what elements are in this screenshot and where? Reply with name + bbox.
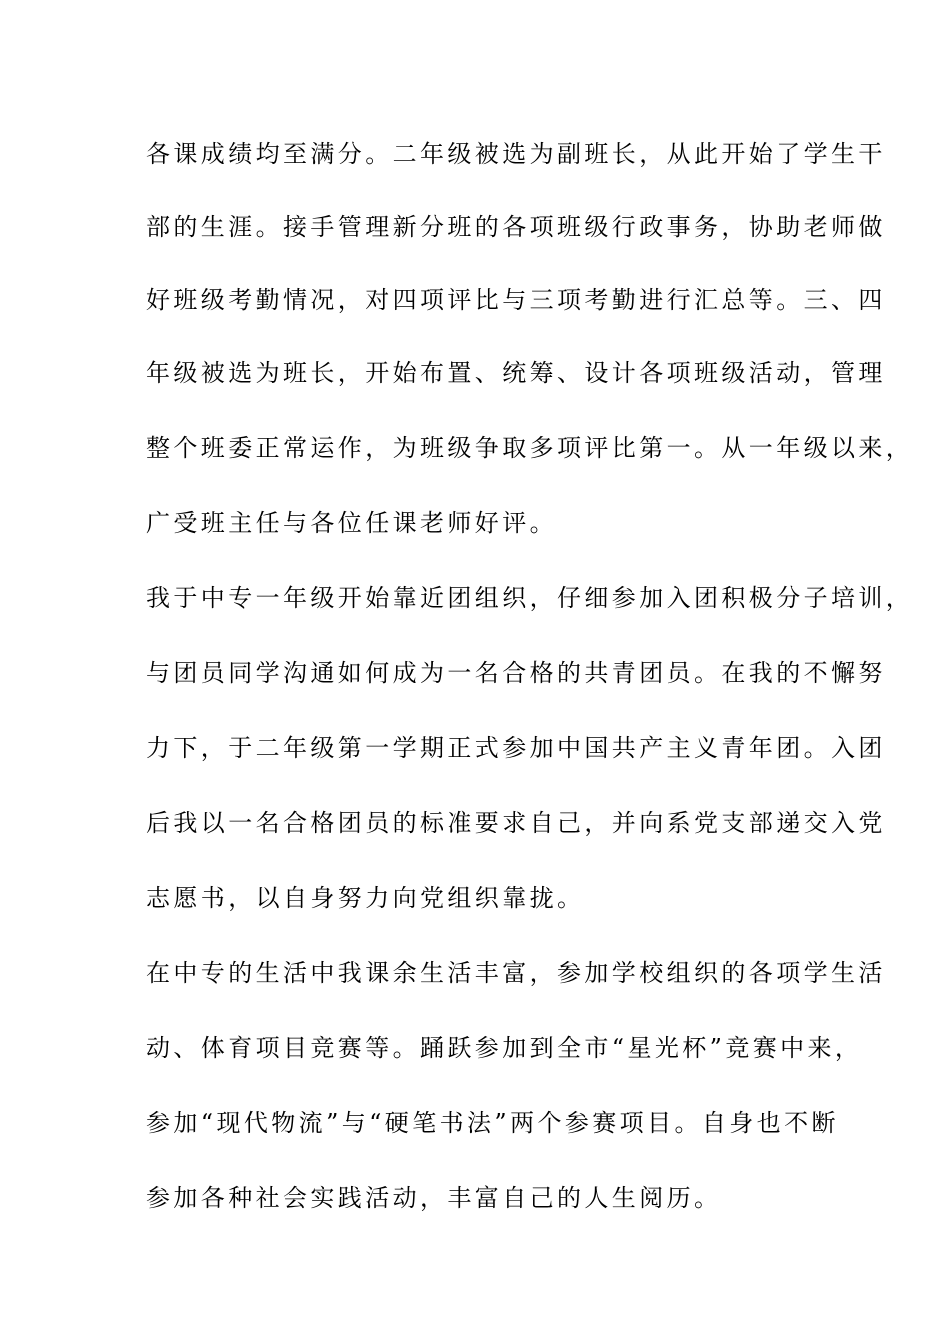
paragraph-2-line-1: 我于中专一年级开始靠近团组织，仔细参加入团积极分子培训，	[146, 584, 914, 612]
paragraph-3-line-3: 参加“现代物流”与“硬笔书法”两个参赛项目。自身也不断	[146, 1109, 839, 1137]
paragraph-2-line-3: 力下，于二年级第一学期正式参加中国共产主义青年团。入团	[146, 734, 886, 762]
paragraph-2-line-5: 志愿书，以自身努力向党组织靠拢。	[146, 884, 585, 912]
paragraph-3-line-2: 动、体育项目竞赛等。踊跃参加到全市“星光杯”竞赛中来，	[146, 1034, 863, 1062]
paragraph-1-line-4: 年级被选为班长，开始布置、统筹、设计各项班级活动，管理	[146, 359, 886, 387]
paragraph-1-line-1: 各课成绩均至满分。二年级被选为副班长，从此开始了学生干	[146, 140, 886, 168]
paragraph-1-line-5: 整个班委正常运作，为班级争取多项评比第一。从一年级以来，	[146, 434, 914, 462]
paragraph-2-line-2: 与团员同学沟通如何成为一名合格的共青团员。在我的不懈努	[146, 659, 886, 687]
paragraph-1-line-2: 部的生涯。接手管理新分班的各项班级行政事务，协助老师做	[146, 213, 886, 241]
paragraph-1-line-6: 广受班主任与各位任课老师好评。	[146, 509, 557, 537]
paragraph-1-line-3: 好班级考勤情况，对四项评比与三项考勤进行汇总等。三、四	[146, 286, 886, 314]
paragraph-3-line-1: 在中专的生活中我课余生活丰富，参加学校组织的各项学生活	[146, 959, 886, 987]
paragraph-3-line-4: 参加各种社会实践活动，丰富自己的人生阅历。	[146, 1184, 722, 1212]
paragraph-2-line-4: 后我以一名合格团员的标准要求自己，并向系党支部递交入党	[146, 809, 886, 837]
